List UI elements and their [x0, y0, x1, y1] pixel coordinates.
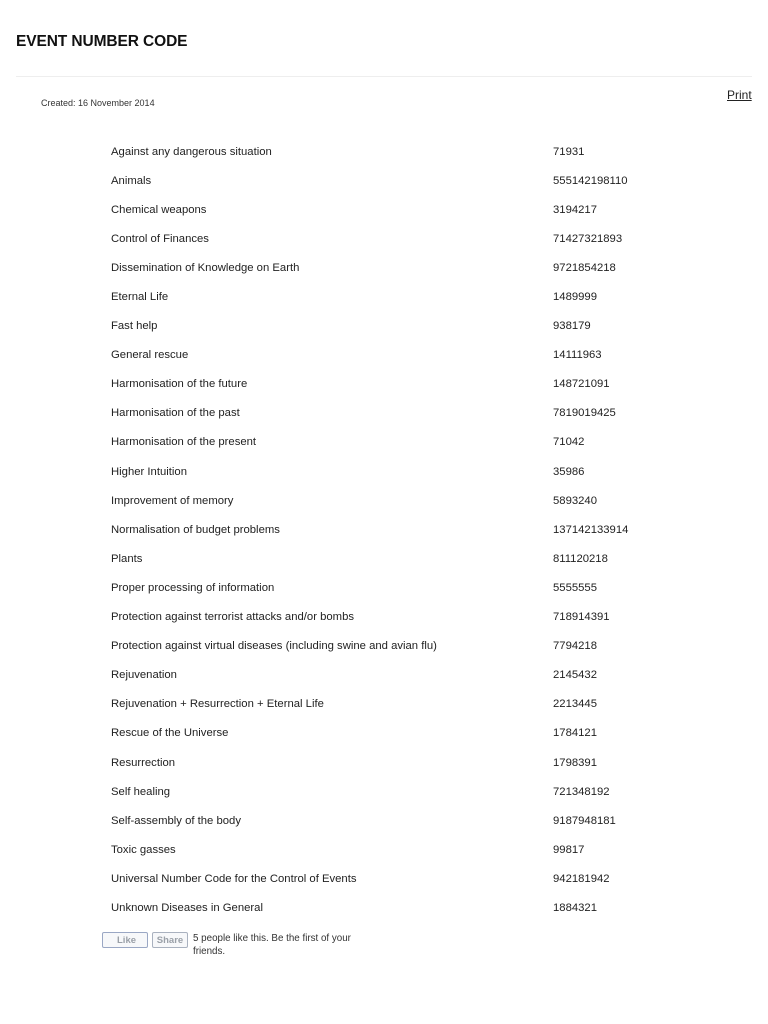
table-row — [108, 399, 673, 428]
table-row — [108, 486, 673, 515]
event-code-cell: 811120218 — [553, 552, 608, 565]
event-code-cell: 71427321893 — [553, 232, 623, 245]
like-button[interactable]: Like — [102, 932, 148, 948]
table-row — [108, 370, 673, 399]
event-name-cell: General rescue — [111, 349, 189, 362]
event-code-cell: 137142133914 — [553, 523, 629, 536]
event-code-cell: 5893240 — [553, 494, 597, 507]
table-row — [108, 312, 673, 341]
event-code-cell: 71931 — [553, 145, 585, 158]
event-code-cell: 5555555 — [553, 581, 597, 594]
table-row — [108, 341, 673, 370]
event-name-cell: Toxic gasses — [111, 843, 176, 856]
print-link[interactable]: Print — [727, 88, 752, 102]
table-row — [108, 748, 673, 777]
event-code-cell: 555142198110 — [553, 174, 628, 187]
event-name-cell: Harmonisation of the present — [111, 436, 257, 449]
event-code-cell: 71042 — [553, 436, 585, 449]
table-row — [108, 137, 673, 166]
table-row — [108, 632, 673, 661]
event-code-cell: 7819019425 — [553, 407, 616, 420]
event-name-cell: Proper processing of information — [111, 581, 275, 594]
event-code-cell: 1798391 — [553, 756, 597, 769]
event-code-cell: 1784121 — [553, 727, 597, 740]
event-code-cell: 35986 — [553, 465, 585, 478]
event-name-cell: Dissemination of Knowledge on Earth — [111, 261, 300, 274]
table-row — [108, 806, 673, 835]
event-name-cell: Universal Number Code for the Control of Events — [111, 872, 357, 885]
event-name-cell: Protection against virtual diseases (including swine and avian flu) — [111, 640, 437, 653]
event-name-cell: Resurrection — [111, 756, 176, 769]
table-row — [108, 719, 673, 748]
event-code-cell: 718914391 — [553, 611, 610, 624]
event-code-cell: 2145432 — [553, 669, 597, 682]
table-row — [108, 835, 673, 864]
table-row — [108, 428, 673, 457]
event-name-cell: Fast help — [111, 320, 158, 333]
event-name-cell: Unknown Diseases in General — [111, 901, 263, 914]
table-row — [108, 457, 673, 486]
event-code-cell: 9721854218 — [553, 261, 616, 274]
event-name-cell: Chemical weapons — [111, 203, 207, 216]
share-button[interactable]: Share — [152, 932, 188, 948]
event-name-cell: Self healing — [111, 785, 171, 798]
social-bar — [102, 932, 353, 958]
event-name-cell: Improvement of memory — [111, 494, 234, 507]
table-row — [108, 690, 673, 719]
table-row — [108, 661, 673, 690]
event-name-cell: Against any dangerous situation — [111, 145, 272, 158]
like-count-text: 5 people like this. Be the first of your friends. — [193, 933, 351, 957]
event-name-cell: Control of Finances — [111, 232, 209, 245]
table-row — [108, 544, 673, 573]
event-name-cell: Plants — [111, 552, 143, 565]
event-name-cell: Normalisation of budget problems — [111, 523, 280, 536]
event-code-cell: 7794218 — [553, 640, 597, 653]
event-code-cell: 148721091 — [553, 378, 610, 391]
event-name-cell: Self-assembly of the body — [111, 814, 241, 827]
page-title: EVENT NUMBER CODE — [16, 33, 188, 50]
event-code-cell: 1884321 — [553, 901, 597, 914]
table-row — [108, 515, 673, 544]
table-row — [108, 573, 673, 602]
table-row — [108, 224, 673, 253]
event-name-cell: Harmonisation of the future — [111, 378, 248, 391]
table-row — [108, 282, 673, 311]
event-name-cell: Eternal Life — [111, 291, 169, 304]
event-code-cell: 9187948181 — [553, 814, 616, 827]
event-name-cell: Harmonisation of the past — [111, 407, 240, 420]
event-codes-table — [108, 137, 673, 923]
event-code-cell: 721348192 — [553, 785, 610, 798]
event-code-cell: 1489999 — [553, 291, 597, 304]
event-codes-body — [108, 137, 673, 923]
event-name-cell: Protection against terrorist attacks and/or bombs — [111, 611, 354, 624]
event-name-cell: Rejuvenation + Resurrection + Eternal Life — [111, 698, 324, 711]
event-code-cell: 2213445 — [553, 698, 597, 711]
table-row — [108, 603, 673, 632]
table-row — [108, 777, 673, 806]
event-name-cell: Higher Intuition — [111, 465, 187, 478]
table-row — [108, 195, 673, 224]
event-code-cell: 938179 — [553, 320, 591, 333]
event-code-cell: 942181942 — [553, 872, 610, 885]
table-row — [108, 253, 673, 282]
event-code-cell: 99817 — [553, 843, 585, 856]
created-date: Created: 16 November 2014 — [41, 98, 155, 108]
table-row — [108, 864, 673, 893]
table-row — [108, 166, 673, 195]
event-code-cell: 14111963 — [553, 349, 602, 362]
event-name-cell: Animals — [111, 174, 152, 187]
event-name-cell: Rescue of the Universe — [111, 727, 229, 740]
event-name-cell: Rejuvenation — [111, 669, 177, 682]
header-divider — [16, 76, 752, 77]
event-code-cell: 3194217 — [553, 203, 597, 216]
table-row — [108, 893, 673, 922]
